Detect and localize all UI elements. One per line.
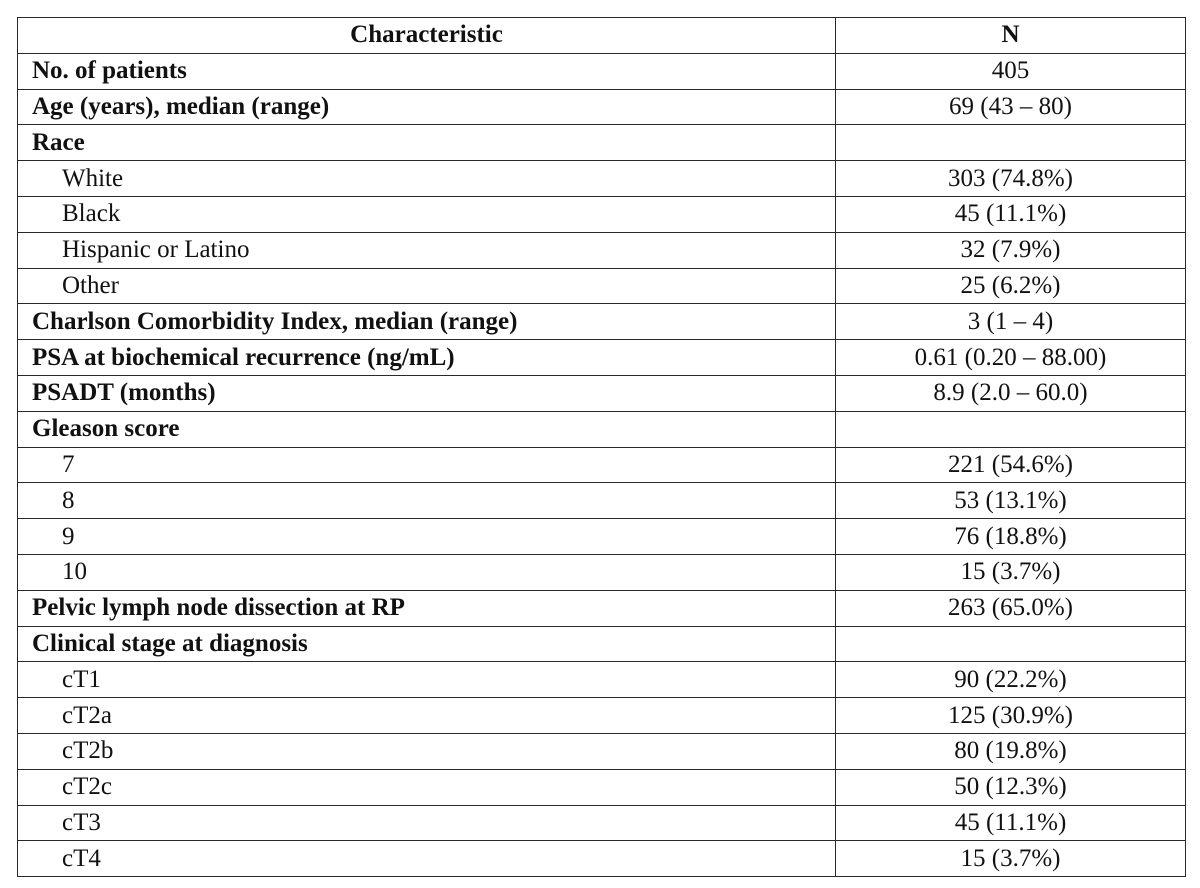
- row-value: 263 (65.0%): [836, 590, 1186, 626]
- characteristics-table: [17, 17, 1186, 877]
- table-header-row: [18, 18, 1186, 54]
- row-characteristic: Black: [18, 196, 836, 232]
- row-characteristic: Clinical stage at diagnosis: [18, 626, 836, 662]
- row-value: 45 (11.1%): [836, 805, 1186, 841]
- row-characteristic: cT2c: [18, 769, 836, 805]
- row-characteristic: cT1: [18, 662, 836, 698]
- row-characteristic: 8: [18, 483, 836, 519]
- header-characteristic: Characteristic: [18, 18, 836, 54]
- row-value: 50 (12.3%): [836, 769, 1186, 805]
- table-row: [18, 232, 1186, 268]
- row-characteristic: Hispanic or Latino: [18, 232, 836, 268]
- row-value: 69 (43 – 80): [836, 89, 1186, 125]
- row-value: 303 (74.8%): [836, 161, 1186, 197]
- row-characteristic: White: [18, 161, 836, 197]
- table-row: [18, 841, 1186, 877]
- table-row: [18, 411, 1186, 447]
- header-n: N: [836, 18, 1186, 54]
- row-value: 45 (11.1%): [836, 196, 1186, 232]
- table-row: [18, 125, 1186, 161]
- row-characteristic: 10: [18, 554, 836, 590]
- row-characteristic: PSA at biochemical recurrence (ng/mL): [18, 340, 836, 376]
- row-characteristic: cT2a: [18, 698, 836, 734]
- row-value: 32 (7.9%): [836, 232, 1186, 268]
- row-characteristic: Age (years), median (range): [18, 89, 836, 125]
- row-characteristic: 7: [18, 447, 836, 483]
- row-characteristic: PSADT (months): [18, 375, 836, 411]
- row-characteristic: Other: [18, 268, 836, 304]
- row-value: 8.9 (2.0 – 60.0): [836, 375, 1186, 411]
- row-value: 3 (1 – 4): [836, 304, 1186, 340]
- row-characteristic: Charlson Comorbidity Index, median (range): [18, 304, 836, 340]
- table-row: [18, 304, 1186, 340]
- table-row: [18, 483, 1186, 519]
- row-value: [836, 626, 1186, 662]
- table-row: [18, 268, 1186, 304]
- row-characteristic: 9: [18, 519, 836, 555]
- table-body: [18, 53, 1186, 876]
- table-row: [18, 375, 1186, 411]
- table-row: [18, 196, 1186, 232]
- table-row: [18, 161, 1186, 197]
- row-characteristic: Pelvic lymph node dissection at RP: [18, 590, 836, 626]
- table-row: [18, 519, 1186, 555]
- table-row: [18, 89, 1186, 125]
- row-value: 76 (18.8%): [836, 519, 1186, 555]
- row-value: [836, 125, 1186, 161]
- table-row: [18, 698, 1186, 734]
- table-row: [18, 662, 1186, 698]
- row-characteristic: Gleason score: [18, 411, 836, 447]
- row-value: 405: [836, 53, 1186, 89]
- row-value: [836, 411, 1186, 447]
- row-value: 125 (30.9%): [836, 698, 1186, 734]
- table-row: [18, 554, 1186, 590]
- row-value: 90 (22.2%): [836, 662, 1186, 698]
- row-value: 53 (13.1%): [836, 483, 1186, 519]
- row-characteristic: cT4: [18, 841, 836, 877]
- table-row: [18, 340, 1186, 376]
- table-row: [18, 590, 1186, 626]
- row-value: 0.61 (0.20 – 88.00): [836, 340, 1186, 376]
- table-row: [18, 53, 1186, 89]
- row-value: 221 (54.6%): [836, 447, 1186, 483]
- characteristics-table-container: [17, 17, 1185, 877]
- row-value: 80 (19.8%): [836, 733, 1186, 769]
- row-characteristic: cT3: [18, 805, 836, 841]
- row-characteristic: No. of patients: [18, 53, 836, 89]
- table-row: [18, 769, 1186, 805]
- row-value: 15 (3.7%): [836, 554, 1186, 590]
- row-characteristic: cT2b: [18, 733, 836, 769]
- table-row: [18, 733, 1186, 769]
- row-value: 15 (3.7%): [836, 841, 1186, 877]
- table-row: [18, 626, 1186, 662]
- row-characteristic: Race: [18, 125, 836, 161]
- row-value: 25 (6.2%): [836, 268, 1186, 304]
- table-row: [18, 805, 1186, 841]
- table-row: [18, 447, 1186, 483]
